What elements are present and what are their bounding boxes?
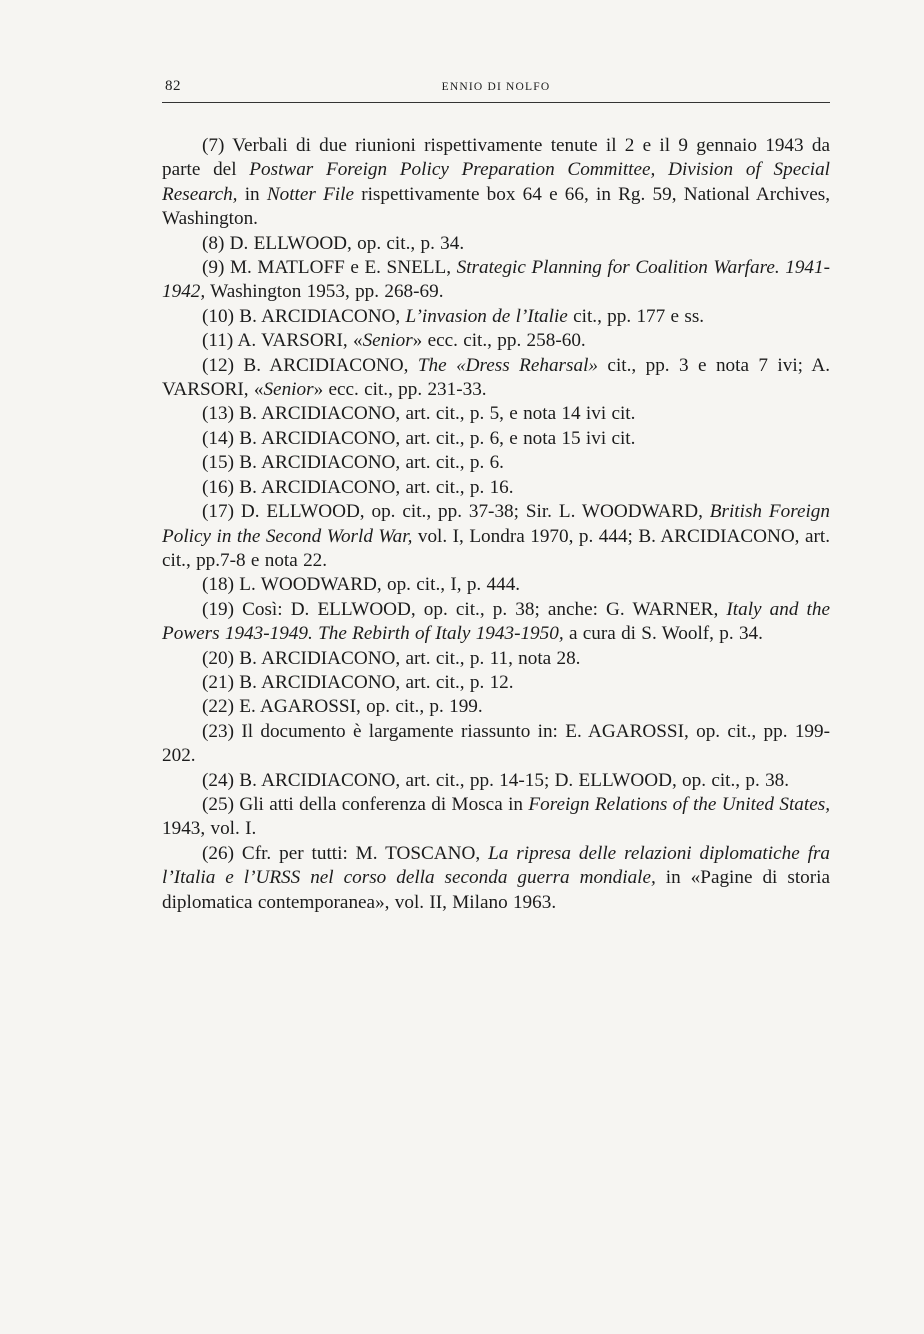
footnote-number: (19) bbox=[202, 598, 234, 620]
footnote-number: (13) bbox=[202, 403, 234, 425]
footnote-text: Washington 1953, pp. 268-69. bbox=[205, 281, 444, 303]
footnote bbox=[162, 769, 830, 793]
footnote-text: in «Pagine di storia diplomatica contemporanea», vol. II, Milano 1963. bbox=[162, 867, 830, 913]
footnote-text: a cura di S. Woolf, p. 34. bbox=[563, 623, 763, 645]
footnote-text: Verbali di due riunioni rispettivamente tenute il 2 e il 9 gennaio 1943 da parte del bbox=[162, 135, 830, 181]
footnote-italic-text: British Foreign Policy in the Second World War, bbox=[162, 501, 830, 547]
footnote-text: B. ARCIDIACONO, art. cit., pp. 14-15; D. ELLWOOD, op. cit., p. 38. bbox=[239, 769, 790, 791]
footnote-number: (14) bbox=[202, 427, 234, 449]
footnote-text: D. ELLWOOD, op. cit., pp. 37-38; Sir. L. WOODWARD, bbox=[240, 501, 710, 523]
footnote bbox=[162, 329, 830, 353]
footnote bbox=[162, 427, 830, 451]
footnote-text: » ecc. cit., pp. 231-33. bbox=[313, 379, 487, 401]
running-head: ENNIO DI NOLFO bbox=[441, 81, 551, 93]
footnote-text: cit., pp. 177 e ss. bbox=[567, 305, 705, 327]
footnote-text: B. ARCIDIACONO, art. cit., p. 12. bbox=[239, 671, 514, 693]
footnote-italic-text: Senior bbox=[362, 330, 413, 352]
footnote-number: (11) bbox=[202, 330, 234, 352]
footnote-text: Il documento è largamente riassunto in: E. AGAROSSI, op. cit., pp. 199-202. bbox=[162, 720, 831, 767]
footnote-text: 1943, vol. I. bbox=[162, 818, 257, 840]
footnote-italic-text: Foreign Relations of the United States, bbox=[528, 793, 831, 815]
footnote-text: B. ARCIDIACONO, bbox=[243, 354, 418, 376]
footnote-number: (7) bbox=[202, 135, 225, 156]
footnote-italic-text: L’invasion de l’Italie bbox=[405, 305, 568, 327]
footnote-text: rispettivamente box 64 e 66, in Rg. 59, National Archives, Washington. bbox=[162, 183, 830, 230]
footnote-italic-text: The «Dress Reharsal» bbox=[417, 354, 599, 376]
footnote-number: (9) bbox=[202, 257, 225, 279]
footnote-number: (24) bbox=[202, 769, 234, 791]
footnote bbox=[162, 573, 830, 597]
footnote-text: Così: D. ELLWOOD, op. cit., p. 38; anche: G. WARNER, bbox=[242, 598, 727, 620]
footnote bbox=[162, 354, 830, 403]
footnotes-list bbox=[162, 134, 830, 915]
footnote-text: in bbox=[237, 183, 267, 205]
footnote-text: B. ARCIDIACONO, art. cit., p. 16. bbox=[239, 476, 514, 498]
footnote-number: (8) bbox=[202, 232, 225, 254]
footnote bbox=[162, 402, 830, 426]
footnote-number: (15) bbox=[202, 452, 234, 474]
footnote-text: B. ARCIDIACONO, art. cit., p. 6. bbox=[239, 452, 504, 474]
page-header bbox=[162, 78, 830, 103]
footnote bbox=[162, 134, 830, 232]
footnote bbox=[162, 256, 830, 305]
footnote-text: vol. I, Londra 1970, p. 444; B. ARCIDIACONO, art. cit., pp.7-8 e nota 22. bbox=[162, 525, 830, 571]
footnote bbox=[162, 647, 830, 671]
footnote-number: (12) bbox=[202, 354, 234, 376]
footnote-number: (16) bbox=[202, 476, 234, 498]
footnote bbox=[162, 500, 830, 573]
footnote-italic-text: Italy and the Powers 1943-1949. The Rebirth of Italy 1943-1950, bbox=[162, 598, 830, 645]
footnote bbox=[162, 305, 830, 329]
page-number: 82 bbox=[165, 78, 181, 94]
footnote-text: D. ELLWOOD, op. cit., p. 34. bbox=[229, 232, 465, 254]
footnote-number: (17) bbox=[202, 501, 234, 523]
footnote-text: Cfr. per tutti: M. TOSCANO, bbox=[241, 842, 489, 864]
footnote bbox=[162, 720, 830, 769]
footnote bbox=[162, 842, 830, 915]
footnote-text: B. ARCIDIACONO, art. cit., p. 5, e nota 14 ivi cit. bbox=[239, 403, 636, 425]
footnote-number: (23) bbox=[202, 720, 234, 742]
footnote-text: » ecc. cit., pp. 258-60. bbox=[412, 330, 586, 352]
footnote-number: (18) bbox=[202, 574, 234, 596]
footnote bbox=[162, 232, 830, 256]
footnote bbox=[162, 793, 830, 842]
footnote bbox=[162, 695, 830, 719]
footnote bbox=[162, 671, 830, 695]
footnote-text: A. VARSORI, « bbox=[237, 330, 363, 352]
footnote-italic-text: Strategic Planning for Coalition Warfare. 1941-1942, bbox=[162, 257, 831, 303]
footnote bbox=[162, 476, 830, 500]
footnote-text: Gli atti della conferenza di Mosca in bbox=[239, 793, 529, 815]
footnote-text: M. MATLOFF e E. SNELL, bbox=[229, 257, 457, 279]
footnote bbox=[162, 598, 830, 647]
footnote-italic-text: Postwar Foreign Policy Preparation Committee, Division of Special Research, bbox=[162, 159, 830, 205]
footnote-text: cit., pp. 3 e nota 7 ivi; A. VARSORI, « bbox=[162, 354, 830, 401]
footnote-text: B. ARCIDIACONO, bbox=[239, 305, 406, 327]
footnote-number: (22) bbox=[202, 696, 234, 718]
footnote-italic-text: Senior bbox=[263, 379, 314, 401]
footnote-number: (25) bbox=[202, 793, 234, 815]
footnote-italic-text: Notter File bbox=[266, 183, 354, 205]
footnote-number: (26) bbox=[202, 842, 234, 864]
footnote-text: B. ARCIDIACONO, art. cit., p. 11, nota 28. bbox=[239, 647, 581, 669]
footnote-number: (20) bbox=[202, 647, 234, 669]
footnote bbox=[162, 451, 830, 475]
footnote-italic-text: La ripresa delle relazioni diplomatiche fra l’Italia e l’URSS nel corso della seconda guerra mondiale, bbox=[162, 842, 831, 889]
footnote-text: L. WOODWARD, op. cit., I, p. 444. bbox=[239, 574, 521, 596]
footnote-text: E. AGAROSSI, op. cit., p. 199. bbox=[239, 696, 483, 718]
footnote-text: B. ARCIDIACONO, art. cit., p. 6, e nota 15 ivi cit. bbox=[239, 427, 636, 449]
footnote-number: (21) bbox=[202, 671, 234, 693]
footnote-number: (10) bbox=[202, 305, 234, 327]
